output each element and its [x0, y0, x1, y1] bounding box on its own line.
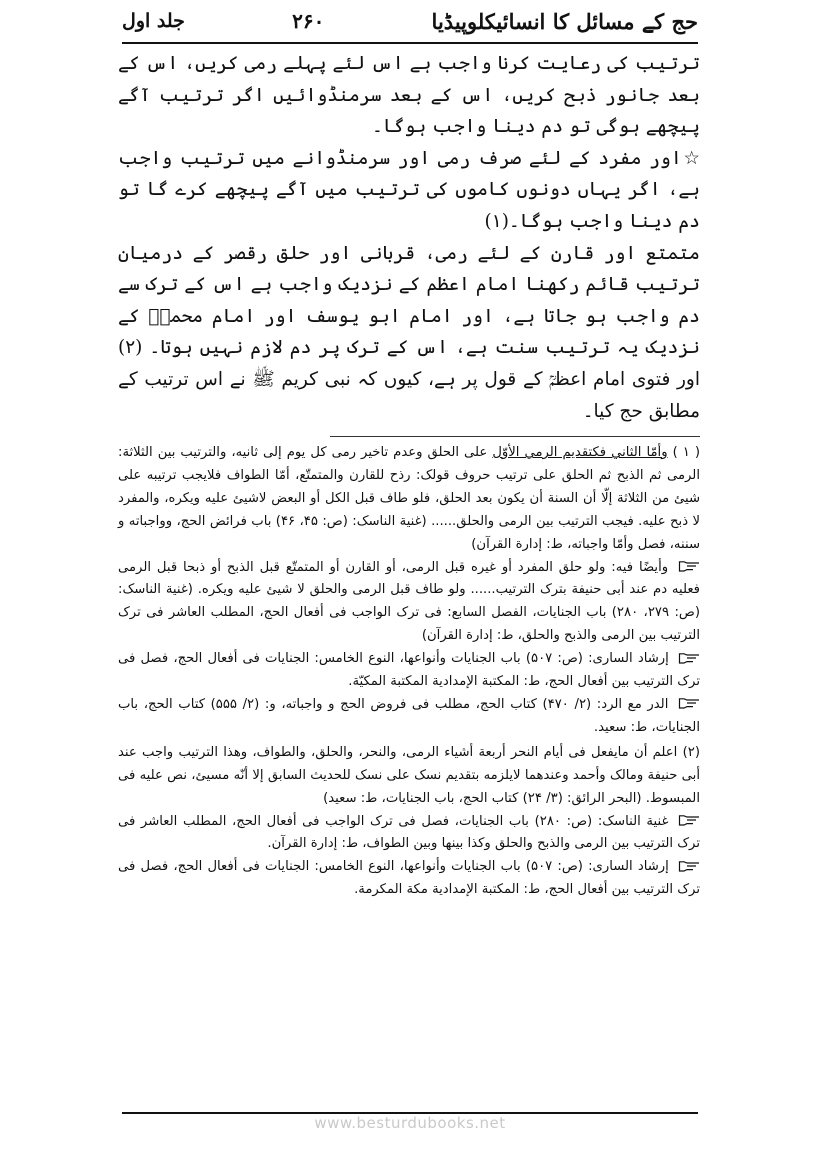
- footnote-reference: [118, 811, 700, 857]
- header-rule: [122, 42, 698, 44]
- footnote-reference: [118, 557, 700, 649]
- pointing-hand-icon: [678, 698, 700, 709]
- reference-text: إرشاد السارى: (ص: ۵۰۷) باب الجنايات وأنواعها، النوع الخامس: الجنايات فى أفعال الحج، فصل فى ترک الترتيب بين أفعال الحج، ط: المكتبة الإمدادية المكتبة المكيّة.: [118, 651, 700, 690]
- footnote-1: [118, 442, 700, 557]
- footnote-reference: [118, 648, 700, 694]
- page-header: [122, 4, 698, 38]
- footnote-text: اعلم أن مايفعل فى أيام النحر أربعة أشياء الرمى، والنحر، والحلق، والطواف، وهذا الترتيب واجب عند أبى حنيفة ومالک وأحمد وعندهما لايلزمه بتقديم نسک على نسک للحديث السابق إلا أنّه مسيئ، نص عليه فى المبسوط. (البحر الرائق: (۳/ ۲۴) كتاب الحج، باب الجنايات، ط: سعيد): [118, 744, 700, 806]
- reference-text: وأيضًا فيه: ولو حلق المفرد أو غيره قبل الرمى، أو القارن أو المتمتّع قبل الذبح أو ذبحا قبل الرمى فعليه دم عند أبى حنيفة بترک الترتيب...... ولو طاف قبل الرمى والحلق لا شيئ عليه ويكره. (غنية الناسک: (ص: ۲۷۹، ۲۸۰) باب الجنايات، الفصل السابع: فى ترک الواجب فى أفعال الحج، المطلب العاشر فى ترک الترتيب بين الرمى والذبح والحلق، ط: إدارة القرآن): [118, 559, 700, 644]
- footnote-number: ( ۱ ): [672, 445, 700, 460]
- volume-label: جلد اول: [122, 10, 185, 32]
- pointing-hand-icon: [678, 561, 700, 572]
- footnote-2: [118, 742, 700, 811]
- watermark: www.besturdubooks.net: [314, 1114, 506, 1132]
- footnote-underlined-text: وأمّا الثاني فكتقديم الرمي الأوّل: [492, 445, 668, 460]
- footnotes: [118, 442, 700, 902]
- book-title: حج کے مسائل کا انسائیکلوپیڈیا: [431, 8, 698, 34]
- reference-text: الدر مع الرد: (۲/ ۴۷۰) كتاب الحج، مطلب فى فروض الحج و واجباته، و: (۲/ ۵۵۵) كتاب الحج، باب الجنايات، ط: سعيد.: [118, 696, 700, 735]
- footnote-number: (۲): [682, 744, 700, 760]
- footnote-reference: [118, 856, 700, 902]
- footnote-separator: [330, 436, 700, 437]
- pointing-hand-icon: [678, 815, 700, 826]
- pointing-hand-icon: [678, 861, 700, 872]
- main-text: [118, 48, 700, 427]
- footnote-reference: [118, 694, 700, 740]
- paragraph: متمتع اور قارن کے لئے رمی، قربانی اور حلق رقصر کے درمیان ترتیب قائم رکھنا امام اعظم کے نزدیک واجب ہے اس کے ترک سے دم واجب ہو جاتا ہے، اور امام ابو یوسف اور امام محمدؒ کے نزدیک یہ ترتیب سنت ہے، اس کے ترک پر دم لازم نہیں ہوتا۔ (۲) اور فتوی امام اعظمؒ کے قول پر ہے، کیوں کہ نبی کریم ﷺ نے اس ترتیب کے مطابق حج کیا۔: [118, 242, 700, 422]
- footnote-text: على الحلق وعدم تاخير رمى كل يوم إلى ثانيه، والترتيب بين الثلاثة: الرمى ثم الذبح ثم الحلق على ترتيب حروف قولک: رذح للقارن والمتمتّع، أمّا الطواف فلايجب ترتيبه على شيئ من الثلاثة إلّا أن السنة أن يكون بعد الحلق، فلو طاف قبل الكل أو البعض لاشيئ عليه ويكره، والمفرد لا ذبح عليه. فيجب الترتيب بين الرمى والحلق...... (غنية الناسک: (ص: ۴۵، ۴۶) باب فرائض الحج، وواجباته و سننه، فصل وأمّا واجباته، ط: إدارة القرآن): [118, 445, 700, 552]
- paragraph: ترتیب کی رعایت کرنا واجب ہے اس لئے پہلے رمی کریں، اس کے بعد جانور ذبح کریں، اس کے بعد سرمنڈوائیں اگر ترتیب آگے پیچھے ہوگی تو دم دینا واجب ہوگا۔: [118, 53, 700, 138]
- reference-text: غنية الناسک: (ص: ۲۸۰) باب الجنايات، فصل فى ترک الواجب فى أفعال الحج، المطلب العاشر فى ترک الترتيب بين الرمى والذبح والحلق وكذا بينها وبين الطواف، ط: إدارة القرآن.: [118, 813, 700, 852]
- page-number: ۲۶۰: [292, 9, 325, 33]
- paragraph: ☆اور مفرد کے لئے صرف رمی اور سرمنڈوانے میں ترتیب واجب ہے، اگر یہاں دونوں کاموں کی ترتیب میں آگے پیچھے کرے گا تو دم دینا واجب ہوگا۔(۱): [118, 147, 700, 232]
- pointing-hand-icon: [678, 653, 700, 664]
- reference-text: إرشاد السارى: (ص: ۵۰۷) باب الجنايات وأنواعها، النوع الخامس: الجنايات فى أفعال الحج، فصل فى ترک الترتيب بين أفعال الحج، ط: المكتبة الإمدادية مكة المكرمة.: [118, 859, 700, 898]
